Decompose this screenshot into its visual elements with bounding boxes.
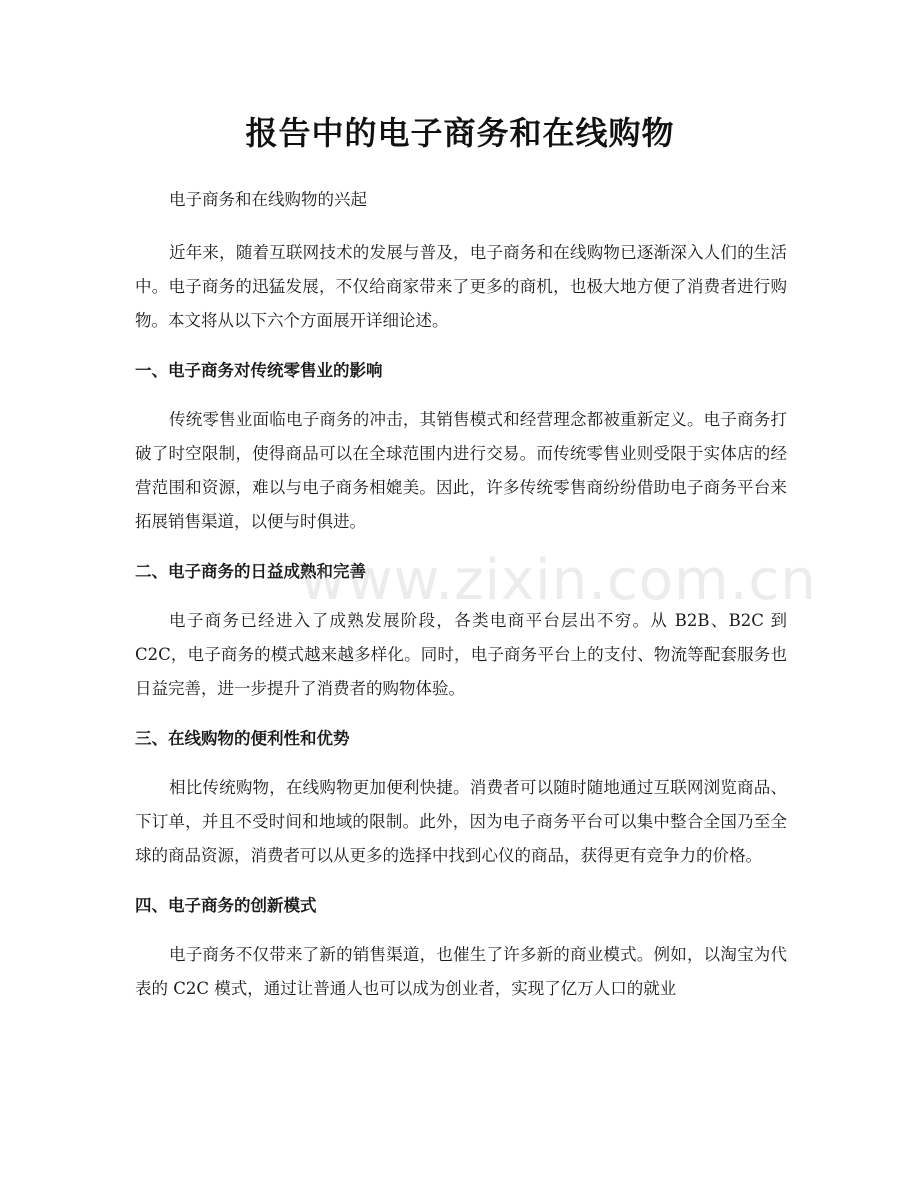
intro-paragraph: 近年来，随着互联网技术的发展与普及，电子商务和在线购物已逐渐深入人们的生活中。电子商务的迅猛发展，不仅给商家带来了更多的商机，也极大地方便了消费者进行购物。本文将从以下六个方面展开详细论述。: [135, 243, 787, 330]
document-subtitle: 电子商务和在线购物的兴起: [169, 190, 367, 209]
section-heading-1: 一、电子商务对传统零售业的影响: [135, 361, 383, 380]
watermark-text: www.zixin.com.cn: [300, 548, 817, 613]
section-body-1: 传统零售业面临电子商务的冲击，其销售模式和经营理念都被重新定义。电子商务打破了时空限制，使得商品可以在全球范围内进行交易。而传统零售业则受限于实体店的经营范围和资源，难以与电子商务相媲美。因此，许多传统零售商纷纷借助电子商务平台来拓展销售渠道，以便与时俱进。: [135, 410, 787, 531]
section-heading-4: 四、电子商务的创新模式: [135, 896, 317, 915]
section-body-4: 电子商务不仅带来了新的销售渠道，也催生了许多新的商业模式。例如，以淘宝为代表的 C2C 模式，通过让普通人也可以成为创业者，实现了亿万人口的就业: [135, 945, 787, 998]
document-body: [135, 185, 787, 1024]
section-body-2: 电子商务已经进入了成熟发展阶段，各类电商平台层出不穷。从 B2B、B2C 到 C2C，电子商务的模式越来越多样化。同时，电子商务平台上的支付、物流等配套服务也日益完善，进一步提升了消费者的购物体验。: [135, 611, 787, 698]
section-heading-3: 三、在线购物的便利性和优势: [135, 729, 350, 748]
section-body-3: 相比传统购物，在线购物更加便利快捷。消费者可以随时随地通过互联网浏览商品、下订单，并且不受时间和地域的限制。此外，因为电子商务平台可以集中整合全国乃至全球的商品资源，消费者可以从更多的选择中找到心仪的商品，获得更有竞争力的价格。: [135, 778, 787, 865]
document-title: 报告中的电子商务和在线购物: [245, 114, 675, 152]
section-heading-2: 二、电子商务的日益成熟和完善: [135, 562, 366, 581]
